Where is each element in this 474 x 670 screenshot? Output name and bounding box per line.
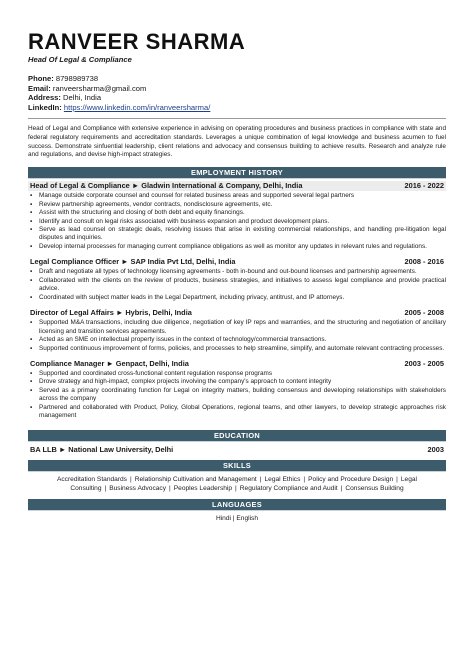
skill-item: Accreditation Standards bbox=[56, 475, 127, 483]
address-label: Address: bbox=[28, 93, 61, 103]
address-value: Delhi, India bbox=[63, 93, 102, 103]
languages-section-underline bbox=[28, 510, 446, 511]
contact-address bbox=[28, 93, 446, 103]
candidate-headline: Head Of Legal & Compliance bbox=[28, 55, 132, 64]
job-entry bbox=[28, 359, 446, 421]
skill-separator: | bbox=[129, 475, 132, 483]
linkedin-link[interactable]: https://www.linkedin.com/in/ranveersharma/ bbox=[63, 102, 211, 112]
job-header bbox=[28, 181, 446, 191]
skill-separator: | bbox=[169, 485, 171, 493]
skill-item: Consensus Building bbox=[345, 485, 404, 493]
job-bullet: ▪ Acted as an SME on intellectual property issues in the context of technology/commercial transactions. bbox=[28, 336, 446, 344]
job-bullets bbox=[28, 370, 446, 421]
job-dates: 2008 - 2016 bbox=[404, 257, 444, 267]
skill-item: Business Advocacy bbox=[109, 485, 167, 493]
job-bullets bbox=[28, 319, 446, 353]
job-bullet: ▪ Manage outside corporate counsel and counsel for related business areas and supported several legal partners bbox=[28, 192, 446, 200]
job-bullet: ▪ Assist with the structuring and closing of both debt and equity financings. bbox=[28, 209, 446, 217]
contact-phone bbox=[28, 74, 446, 84]
education-section-underline bbox=[28, 441, 446, 442]
job-bullets bbox=[28, 192, 446, 251]
job-bullets bbox=[28, 268, 446, 302]
education-year: 2003 bbox=[427, 444, 444, 454]
job-title: Compliance Manager ► Genpact, Delhi, India bbox=[30, 358, 189, 368]
job-title: Director of Legal Affairs ► Hybris, Delhi, India bbox=[30, 308, 192, 318]
language-separator: | bbox=[232, 514, 235, 522]
job-title: Head of Legal & Compliance ► Gladwin International & Company, Delhi, India bbox=[30, 181, 303, 191]
contact-email bbox=[28, 84, 446, 94]
employment-section-underline bbox=[28, 178, 446, 179]
job-bullet: ▪ Review partnership agreements, vendor contracts, nondisclosure agreements, etc. bbox=[28, 201, 446, 209]
skill-item: Policy and Procedure Design bbox=[308, 475, 394, 483]
resume-page bbox=[28, 30, 446, 523]
skill-separator: | bbox=[303, 475, 306, 483]
language-item: Hindi bbox=[215, 514, 231, 522]
phone-label: Phone: bbox=[28, 74, 54, 83]
job-entry bbox=[28, 257, 446, 302]
linkedin-label: LinkedIn: bbox=[28, 102, 62, 112]
email-label: Email: bbox=[28, 83, 51, 93]
skill-item: Relationship Cultivation and Management bbox=[134, 475, 257, 483]
employment-section-header: EMPLOYMENT HISTORY bbox=[28, 167, 446, 178]
job-header bbox=[28, 359, 446, 369]
professional-summary: Head of Legal and Compliance with extensive experience in advising on operating procedures and business practices in compliance with state and federal regulatory requirements and accreditation standards. Leverages a unique combination of legal knowledge and business acumen to fuel success. Demonstrate sinfuential leadership, client relations and advocacy and consensus building to achieve results. Research and analyze rule and regulations, and devise high-impact strategies. bbox=[28, 118, 446, 160]
job-bullet: ▪ Supported M&A transactions, including due diligence, negotiation of key IP reps and warranties, and the structuring and negotiation of ancillary licensing and transition services agreements. bbox=[28, 319, 446, 336]
skill-separator: | bbox=[259, 475, 262, 483]
education-section bbox=[28, 430, 446, 455]
skills-list bbox=[28, 475, 446, 494]
language-item: English bbox=[236, 514, 259, 522]
job-bullet: ▪ Partnered and collaborated with Product, Policy, Global Operations, regional teams, and other lawyers, to develop strategic approaches risk management bbox=[28, 404, 446, 421]
job-bullet: ▪ Collaborated with the clients on the review of products, business strategies, and initiatives to assess legal compliance and provide practical advice. bbox=[28, 277, 446, 294]
skill-item: Peoples Leadership bbox=[173, 485, 233, 493]
employment-section bbox=[28, 167, 446, 421]
job-bullet: ▪ Identify and consult on legal risks associated with business expansion and product development plans. bbox=[28, 218, 446, 226]
education-entry bbox=[28, 445, 446, 455]
education-section-header: EDUCATION bbox=[28, 430, 446, 441]
skill-item: Legal Consulting bbox=[70, 475, 418, 493]
skills-section-header: SKILLS bbox=[28, 460, 446, 471]
job-header bbox=[28, 257, 446, 267]
skills-section-underline bbox=[28, 471, 446, 472]
job-entry bbox=[28, 181, 446, 251]
job-list bbox=[28, 181, 446, 421]
job-bullet: ▪ Served as a primary coordinating function for Legal on integrity matters, building consensus and developing relationships with stakeholders across the company bbox=[28, 387, 446, 404]
job-dates: 2005 - 2008 bbox=[404, 308, 444, 318]
languages-list bbox=[28, 514, 446, 523]
skill-separator: | bbox=[104, 485, 107, 493]
phone-value: 8798989738 bbox=[55, 74, 99, 83]
languages-section-header: LANGUAGES bbox=[28, 499, 446, 510]
contact-block bbox=[28, 74, 446, 112]
candidate-name: RANVEER SHARMA bbox=[28, 29, 246, 54]
job-entry bbox=[28, 308, 446, 353]
job-dates: 2016 - 2022 bbox=[404, 181, 444, 191]
job-dates: 2003 - 2005 bbox=[404, 358, 444, 368]
education-degree: BA LLB ► National Law University, Delhi bbox=[30, 444, 174, 454]
job-bullet: ▪ Develop internal processes for managing current compliance obligations as well as monitor any updates in relevant rules and regulations. bbox=[28, 243, 446, 251]
job-bullet: ▪ Drove strategy and high-impact, complex projects involving the company's approach to content integrity bbox=[28, 378, 446, 386]
email-value: ranveersharma@gmail.com bbox=[52, 83, 147, 93]
skill-separator: | bbox=[235, 485, 237, 493]
languages-section bbox=[28, 499, 446, 523]
job-title: Legal Compliance Officer ► SAP India Pvt Ltd, Delhi, India bbox=[30, 257, 236, 267]
skill-item: Legal Ethics bbox=[264, 475, 301, 483]
job-bullet: ▪ Serve as lead counsel on strategic deals, resolving issues that arise in existing commercial relationships, and handling pre-litigation legal disputes and inquiries. bbox=[28, 226, 446, 243]
skill-separator: | bbox=[396, 475, 398, 483]
skill-item: Regulatory Compliance and Audit bbox=[239, 485, 338, 493]
job-header bbox=[28, 308, 446, 318]
job-bullet: ▪ Supported continuous improvement of forms, policies, and processes to help streamline, simplify, and automate relevant contracting processes. bbox=[28, 345, 446, 353]
job-bullet: ▪ Draft and negotiate all types of technology licensing agreements - both in-bound and out-bound licenses and partnership agreements. bbox=[28, 268, 446, 276]
skills-section bbox=[28, 460, 446, 494]
skill-separator: | bbox=[340, 485, 343, 493]
job-bullet: ▪ Supported and coordinated cross-functional content regulation response programs bbox=[28, 370, 446, 378]
contact-linkedin bbox=[28, 103, 446, 113]
job-bullet: ▪ Coordinated with subject matter leads in the Legal Department, including privacy, antitrust, and IP attorneys. bbox=[28, 294, 446, 302]
